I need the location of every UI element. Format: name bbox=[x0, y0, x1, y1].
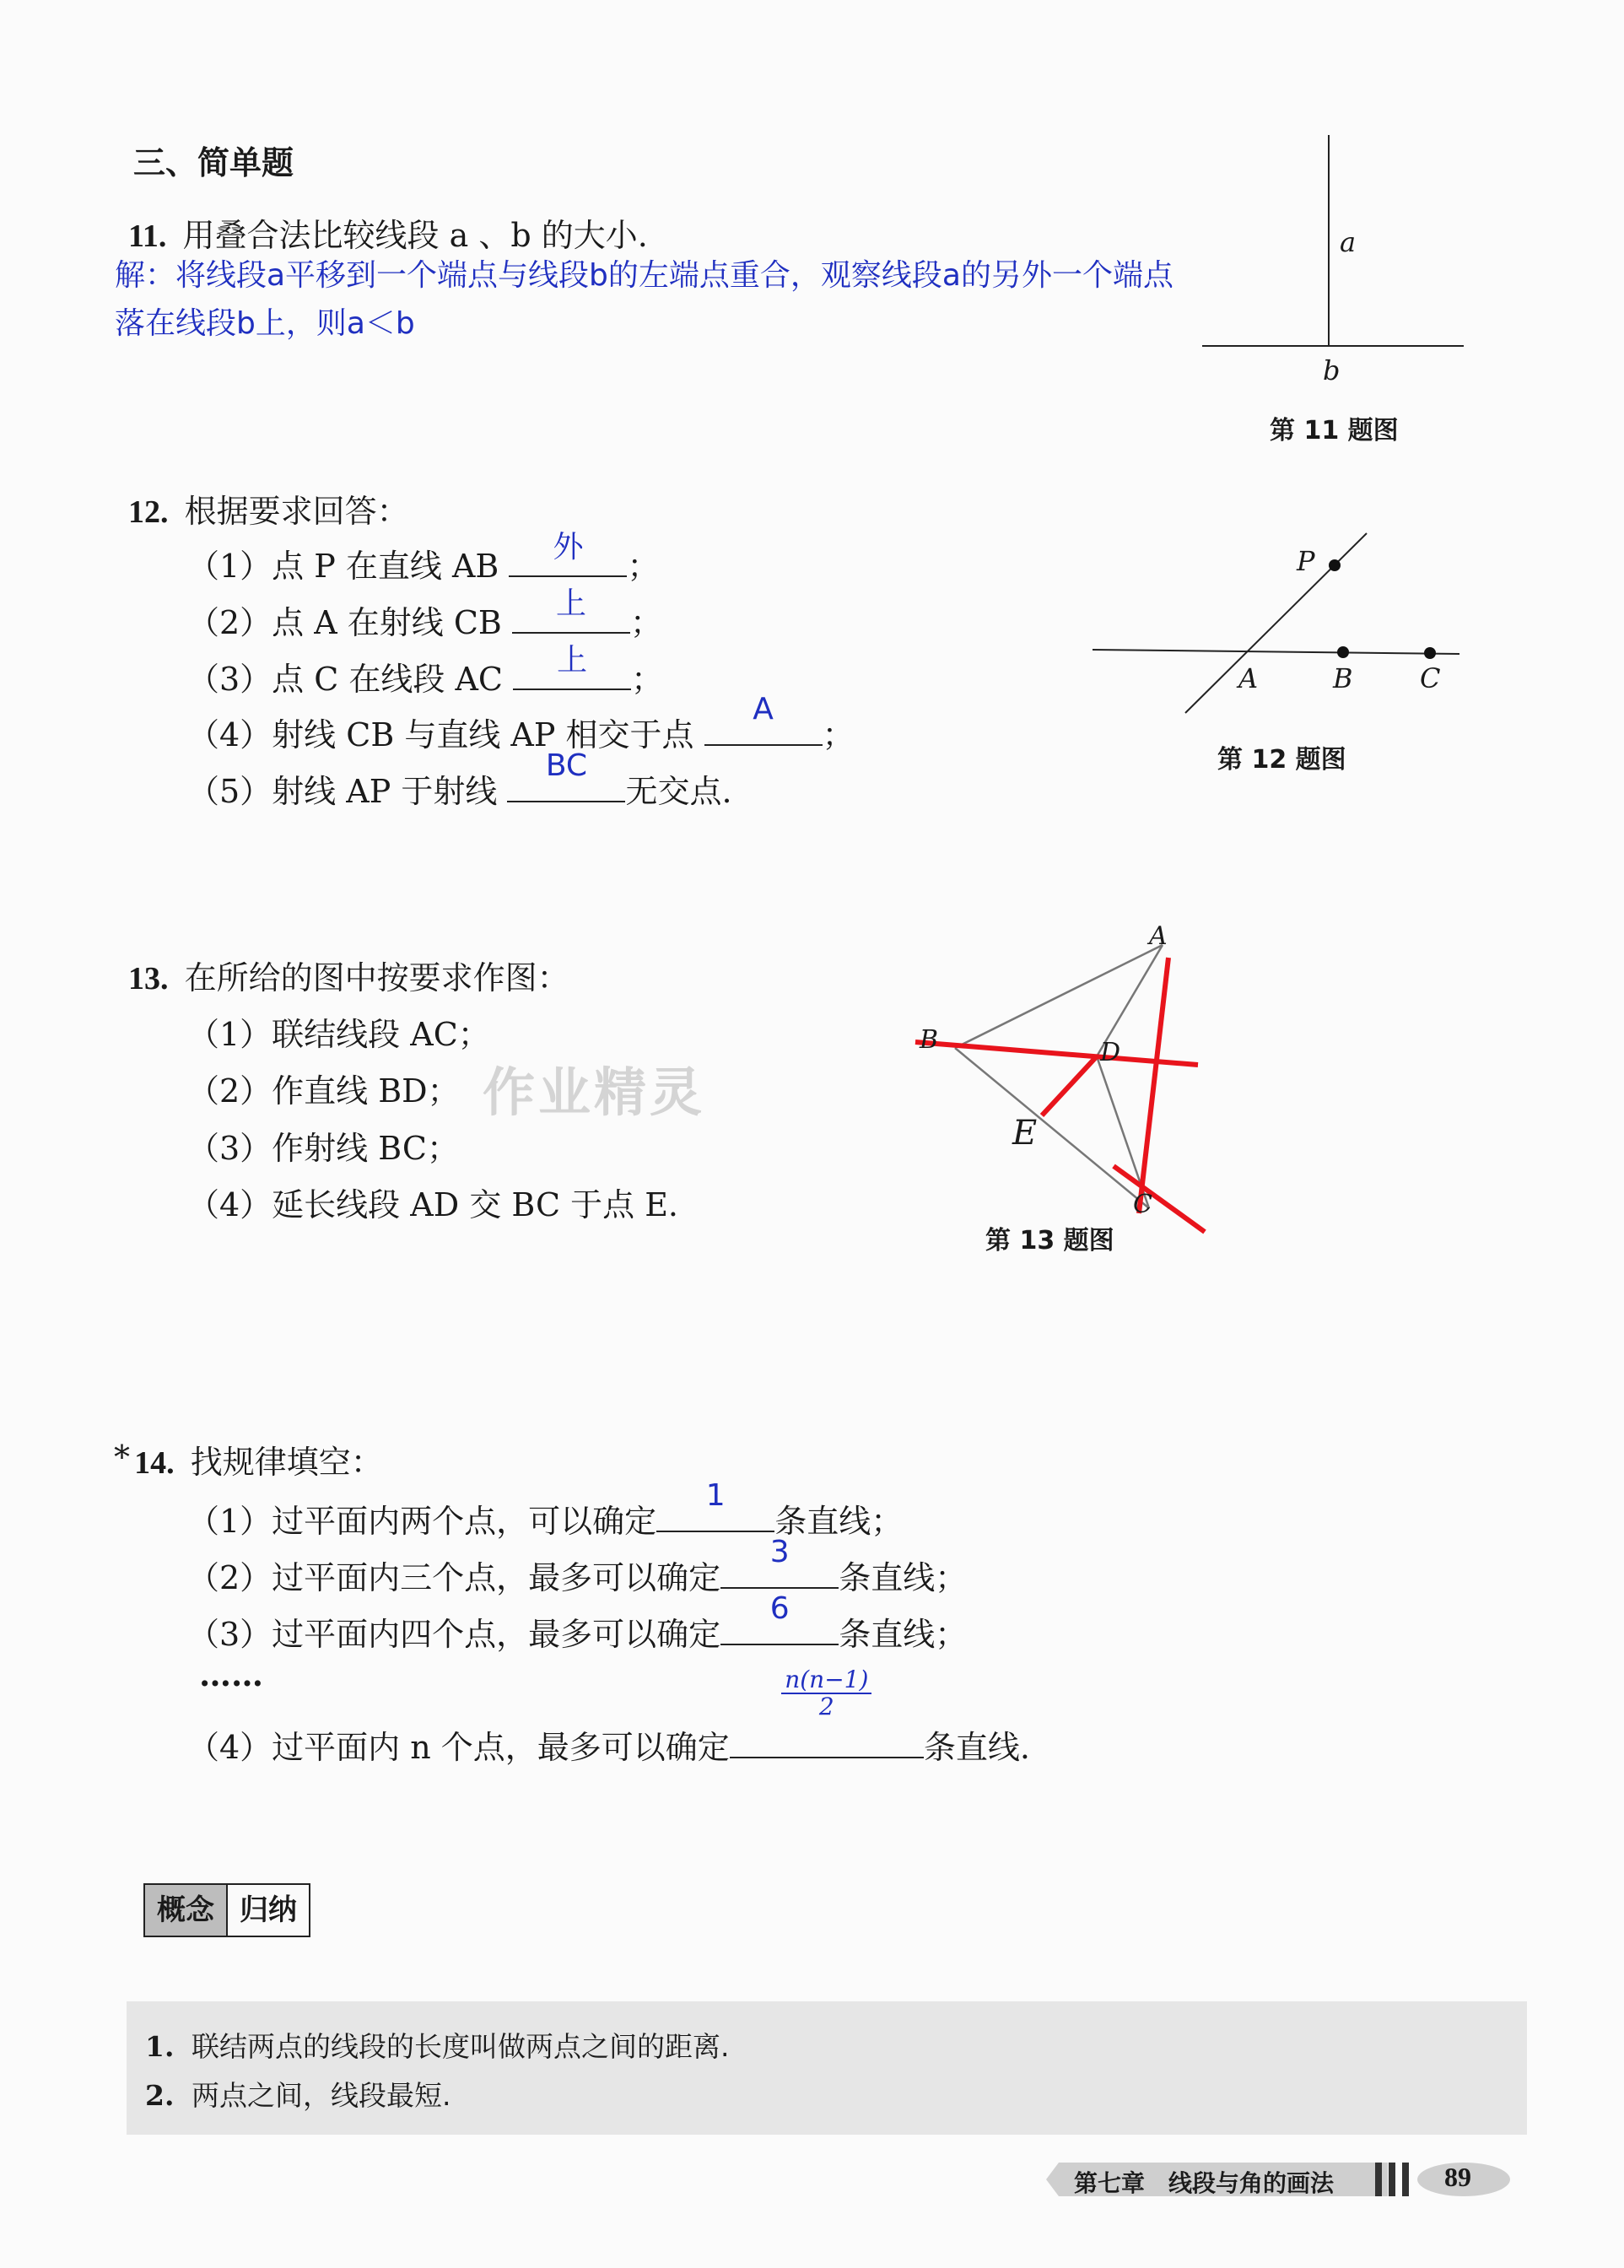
footer-bar-3 bbox=[1402, 2163, 1409, 2196]
answer-blank bbox=[720, 1591, 839, 1645]
question-number: 13. bbox=[128, 961, 169, 996]
fig13-label-d: D bbox=[1100, 1038, 1121, 1067]
summary-item-1 bbox=[145, 2025, 729, 2065]
footer-chapter: 第七章 线段与角的画法 bbox=[1074, 2169, 1335, 2197]
item-suffix: 条直线. bbox=[923, 1729, 1030, 1766]
fig11-label-b: b bbox=[1323, 354, 1341, 386]
ray-bc bbox=[1114, 1166, 1205, 1232]
figure-12-caption: 第 12 题图 bbox=[1217, 745, 1346, 775]
extension-de bbox=[1042, 1056, 1097, 1115]
answer-text: 上 bbox=[555, 586, 586, 621]
item-text: （4）射线 CB 与直线 AP 相交于点 bbox=[187, 716, 694, 753]
footer-bar-1 bbox=[1375, 2163, 1382, 2196]
q13-item-4: （4）延长线段 AD 交 BC 于点 E. bbox=[187, 1186, 679, 1223]
answer-blank bbox=[704, 692, 823, 746]
answer-text: 外 bbox=[553, 530, 584, 564]
answer-blank bbox=[507, 748, 625, 802]
q13-item-2: （2）作直线 BD； bbox=[187, 1072, 460, 1110]
question-text: 找规律填空： bbox=[190, 1444, 383, 1481]
answer-blank bbox=[720, 1535, 839, 1589]
q14-item-2 bbox=[187, 1535, 968, 1598]
answer-11-line1: 解：将线段a平移到一个端点与线段b的左端点重合，观察线段a的另外一个端点 bbox=[115, 258, 1173, 293]
figure-11 bbox=[1198, 131, 1468, 392]
figure-11-caption: 第 11 题图 bbox=[1270, 416, 1399, 446]
answer-11-line2: 落在线段b上，则a＜b bbox=[115, 306, 415, 341]
q12-item-5 bbox=[187, 748, 732, 812]
answer-blank bbox=[513, 643, 631, 690]
question-number: 12. bbox=[128, 494, 169, 530]
q12-item-3 bbox=[187, 643, 664, 699]
summary-tab-concept: 概念 bbox=[143, 1883, 228, 1937]
question-number: 11. bbox=[128, 219, 167, 254]
item-suffix: 无交点. bbox=[625, 773, 732, 810]
fig13-label-e: E bbox=[1012, 1114, 1038, 1153]
figure-13 bbox=[894, 920, 1249, 1257]
point-p bbox=[1329, 559, 1341, 571]
point-c bbox=[1424, 647, 1436, 659]
item-suffix: ； bbox=[631, 661, 664, 698]
answer-text: 上 bbox=[557, 643, 588, 678]
answer-text: 1 bbox=[705, 1478, 726, 1513]
segment-bc-grey bbox=[955, 1048, 1149, 1208]
answer-blank bbox=[509, 530, 627, 577]
item-text: （1）过平面内两个点，可以确定 bbox=[187, 1503, 657, 1540]
item-text: （3）点 C 在线段 AC bbox=[187, 661, 504, 698]
answer-blank bbox=[512, 586, 630, 634]
question-11 bbox=[128, 209, 648, 256]
question-text: 在所给的图中按要求作图： bbox=[184, 959, 569, 996]
summary-tab-induction: 归纳 bbox=[226, 1883, 310, 1937]
summary-number: 1. bbox=[145, 2030, 175, 2063]
item-text: （1）点 P 在直线 AB bbox=[187, 548, 499, 585]
figure-13-caption: 第 13 题图 bbox=[985, 1226, 1114, 1256]
figure-12 bbox=[1088, 523, 1476, 726]
fig13-label-a: A bbox=[1149, 921, 1168, 951]
fraction-answer bbox=[730, 1667, 924, 1720]
item-suffix: ； bbox=[629, 604, 662, 641]
question-12 bbox=[128, 485, 409, 532]
answer-blank bbox=[656, 1478, 774, 1532]
summary-number: 2. bbox=[145, 2079, 175, 2112]
question-13 bbox=[128, 952, 569, 998]
q14-ellipsis: …… bbox=[199, 1655, 263, 1693]
fig13-label-c: C bbox=[1133, 1190, 1152, 1219]
item-suffix: 条直线； bbox=[839, 1616, 968, 1653]
page-number: 89 bbox=[1444, 2162, 1471, 2192]
item-suffix: 条直线； bbox=[839, 1559, 968, 1596]
watermark: 作业精灵 bbox=[483, 1061, 706, 1123]
q14-item-4 bbox=[187, 1666, 1030, 1768]
summary-text: 联结两点的线段的长度叫做两点之间的距离. bbox=[191, 2030, 730, 2063]
answer-text: 3 bbox=[769, 1535, 790, 1569]
point-b bbox=[1337, 646, 1349, 658]
answer-text: A bbox=[753, 692, 774, 726]
footer-bar-2 bbox=[1389, 2163, 1395, 2196]
q13-item-3: （3）作射线 BC； bbox=[187, 1130, 459, 1167]
answer-text: 6 bbox=[769, 1591, 790, 1626]
item-text: （5）射线 AP 于射线 bbox=[187, 773, 498, 810]
summary-item-2 bbox=[145, 2074, 451, 2114]
item-suffix: ； bbox=[627, 548, 660, 585]
answer-blank bbox=[730, 1666, 924, 1758]
item-text: （4）过平面内 n 个点，最多可以确定 bbox=[187, 1729, 730, 1766]
item-text: （2）点 A 在射线 CB bbox=[187, 604, 502, 641]
fraction-denominator: 2 bbox=[818, 1693, 834, 1720]
section-title: 三、简单题 bbox=[133, 144, 294, 181]
fig13-label-b: B bbox=[920, 1025, 939, 1055]
answer-text: BC bbox=[545, 748, 588, 783]
fig12-label-a: A bbox=[1238, 662, 1259, 694]
optional-star: * bbox=[114, 1439, 130, 1476]
question-text: 根据要求回答： bbox=[184, 493, 409, 530]
item-text: （3）过平面内四个点，最多可以确定 bbox=[187, 1616, 721, 1653]
fig12-label-p: P bbox=[1297, 545, 1315, 577]
line-ab bbox=[1093, 650, 1459, 654]
q13-item-1: （1）联结线段 AC； bbox=[187, 1016, 490, 1053]
fig11-label-a: a bbox=[1340, 226, 1357, 258]
fig12-label-b: B bbox=[1333, 662, 1353, 694]
fraction-numerator: n(n−1) bbox=[781, 1667, 871, 1694]
item-suffix: 条直线； bbox=[774, 1503, 904, 1540]
item-suffix: ； bbox=[822, 716, 855, 753]
fig12-label-c: C bbox=[1420, 662, 1441, 694]
question-text: 用叠合法比较线段 a 、b 的大小. bbox=[182, 217, 648, 254]
question-number: 14. bbox=[134, 1445, 175, 1481]
summary-text: 两点之间，线段最短. bbox=[191, 2079, 451, 2112]
summary-panel bbox=[127, 2001, 1527, 2135]
q14-item-3 bbox=[187, 1591, 968, 1655]
question-14 bbox=[114, 1436, 383, 1482]
segment-ac bbox=[1139, 958, 1168, 1213]
item-text: （2）过平面内三个点，最多可以确定 bbox=[187, 1559, 721, 1596]
